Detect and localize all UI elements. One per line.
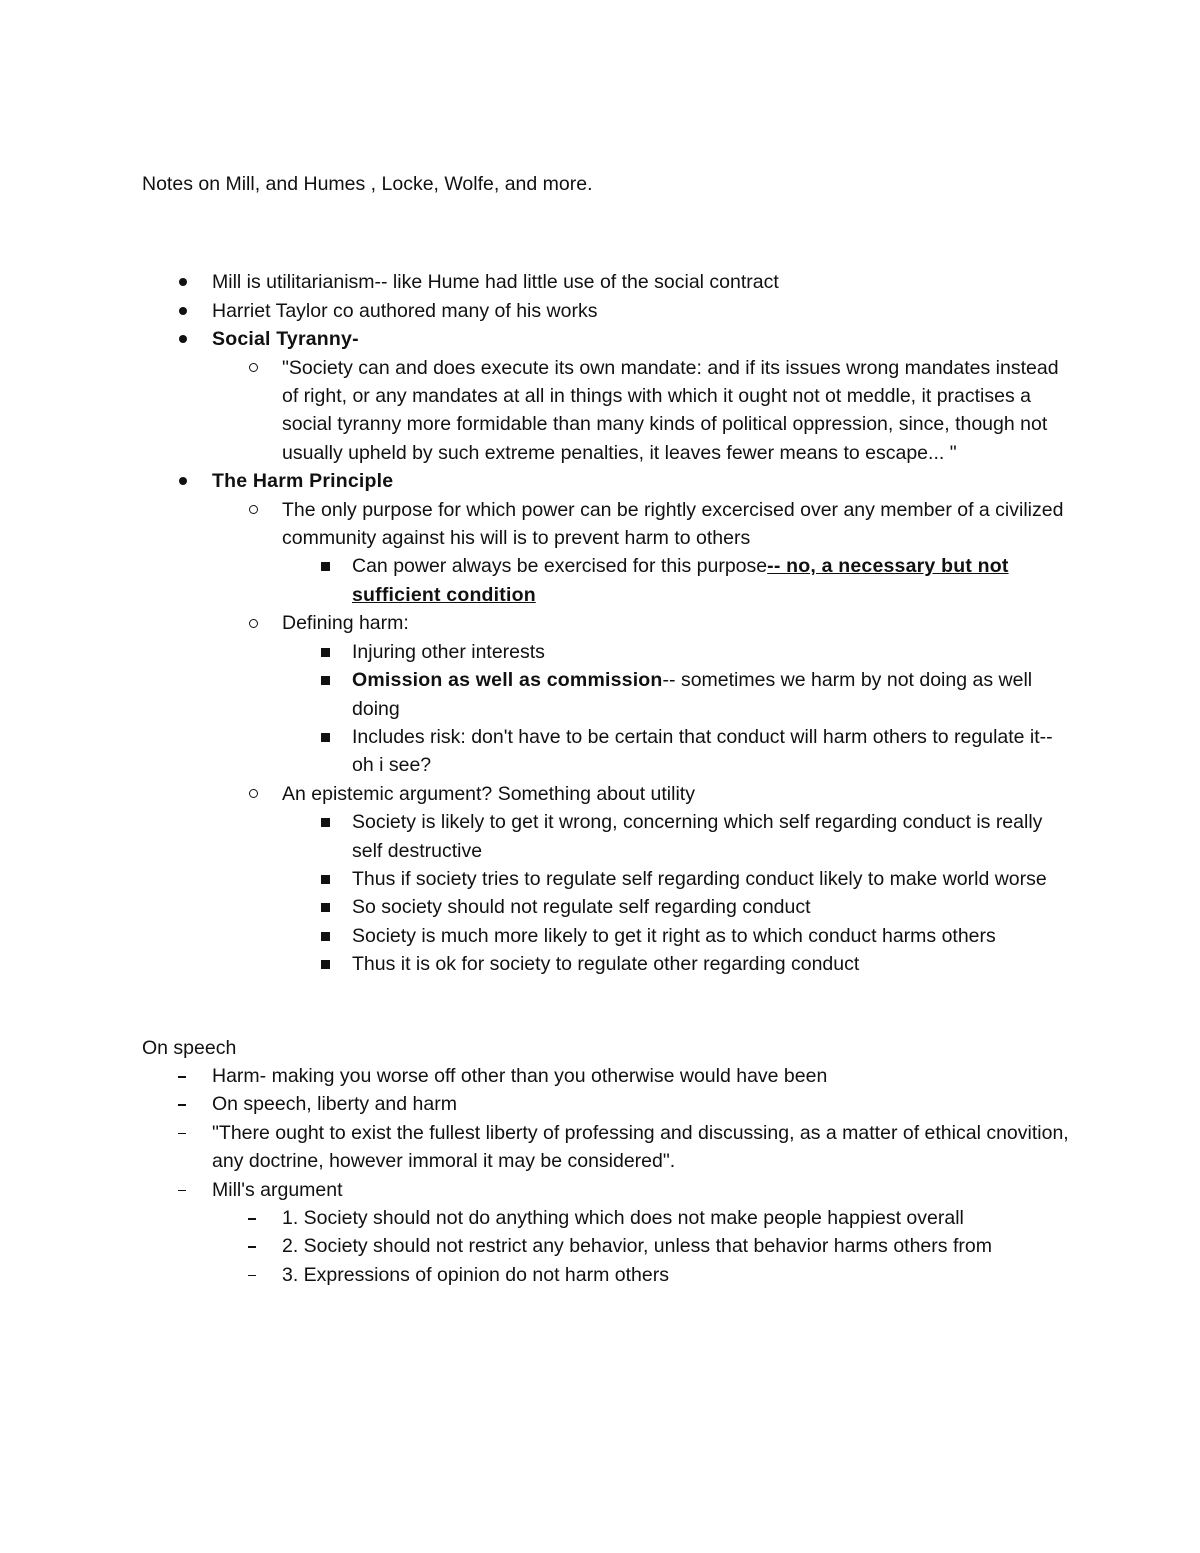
list-item [142, 354, 1070, 468]
list-item: Society is likely to get it wrong, concerning which self regarding conduct is really self destructive [142, 808, 1070, 865]
bullet-dot-icon [179, 307, 187, 315]
list-item: 1. Society should not do anything which does not make people happiest overall [142, 1204, 1070, 1232]
list-item: Harriet Taylor co authored many of his works [142, 297, 1070, 325]
bullet-dash-icon [248, 1246, 256, 1248]
list-item: Defining harm: [142, 609, 1070, 637]
bullet-square-icon [321, 648, 330, 657]
list-item: Harm- making you worse off other than you otherwise would have been [142, 1062, 1070, 1090]
speech-list [142, 1062, 1070, 1289]
bullet-square-icon [321, 903, 330, 912]
bullet-square-icon [321, 562, 330, 571]
list-item: So society should not regulate self regarding conduct [142, 893, 1070, 921]
bullet-square-icon [321, 733, 330, 742]
bullet-circle-icon [249, 619, 258, 628]
bullet-dash-icon [178, 1104, 186, 1106]
list-item [142, 325, 1070, 353]
bullet-dash-icon [178, 1133, 186, 1135]
social-tyranny-heading: Social Tyranny- [212, 328, 359, 351]
list-item: Injuring other interests [142, 638, 1070, 666]
list-item: 2. Society should not restrict any behavior, unless that behavior harms others from [142, 1232, 1070, 1260]
list-item: The only purpose for which power can be rightly excercised over any member of a civilized community against his will is to prevent harm to others [142, 496, 1070, 553]
list-item: Can power always be exercised for this purpose-- no, a necessary but not sufficient condition [142, 552, 1070, 609]
main-bullet-list [142, 268, 1070, 978]
list-item: An epistemic argument? Something about utility [142, 780, 1070, 808]
list-item: Mill is utilitarianism-- like Hume had little use of the social contract [142, 268, 1070, 296]
bullet-square-icon [321, 932, 330, 941]
bullet-dash-icon [248, 1275, 256, 1277]
list-item: Thus if society tries to regulate self regarding conduct likely to make world worse [142, 865, 1070, 893]
list-item: 3. Expressions of opinion do not harm others [142, 1261, 1070, 1289]
bullet-square-icon [321, 676, 330, 685]
list-item: Includes risk: don't have to be certain that conduct will harm others to regulate it-- oh i see? [142, 723, 1070, 780]
bullet-dot-icon [179, 335, 187, 343]
bullet-square-icon [321, 818, 330, 827]
bullet-circle-icon [249, 789, 258, 798]
bullet-dash-icon [248, 1218, 256, 1220]
bullet-square-icon [321, 875, 330, 884]
list-item: "There ought to exist the fullest liberty of professing and discussing, as a matter of ethical cnovition, any doctrine, however immoral it may be considered". [142, 1119, 1070, 1176]
bullet-dash-icon [178, 1076, 186, 1078]
bullet-dot-icon [179, 477, 187, 485]
list-item: Mill's argument [142, 1176, 1070, 1204]
bullet-circle-icon [249, 363, 258, 372]
bullet-dot-icon [179, 278, 187, 286]
list-item: Thus it is ok for society to regulate other regarding conduct [142, 950, 1070, 978]
speech-heading: On speech [142, 1036, 237, 1059]
harm-principle-heading: The Harm Principle [212, 470, 394, 493]
page-title: Notes on Mill, and Humes , Locke, Wolfe, and more. [142, 173, 593, 195]
list-item: On speech, liberty and harm [142, 1090, 1070, 1118]
bullet-dash-icon [178, 1190, 186, 1192]
social-tyranny-quote: "Society can and does execute its own mandate: and if its issues wrong mandates instead of right, or any mandates at all in things with which it ought not ot meddle, it practises a social tyranny more formidable than many kinds of political oppression, since, though not usually upheld by such extreme penalties, it leaves fewer means to escape... " [282, 356, 1059, 464]
list-item: Omission as well as commission-- sometimes we harm by not doing as well doing [142, 666, 1070, 723]
list-item: Society is much more likely to get it right as to which conduct harms others [142, 922, 1070, 950]
bullet-circle-icon [249, 505, 258, 514]
power-answer: -- no, a necessary but not sufficient condition [352, 555, 1009, 606]
bullet-square-icon [321, 960, 330, 969]
list-item [142, 467, 1070, 495]
